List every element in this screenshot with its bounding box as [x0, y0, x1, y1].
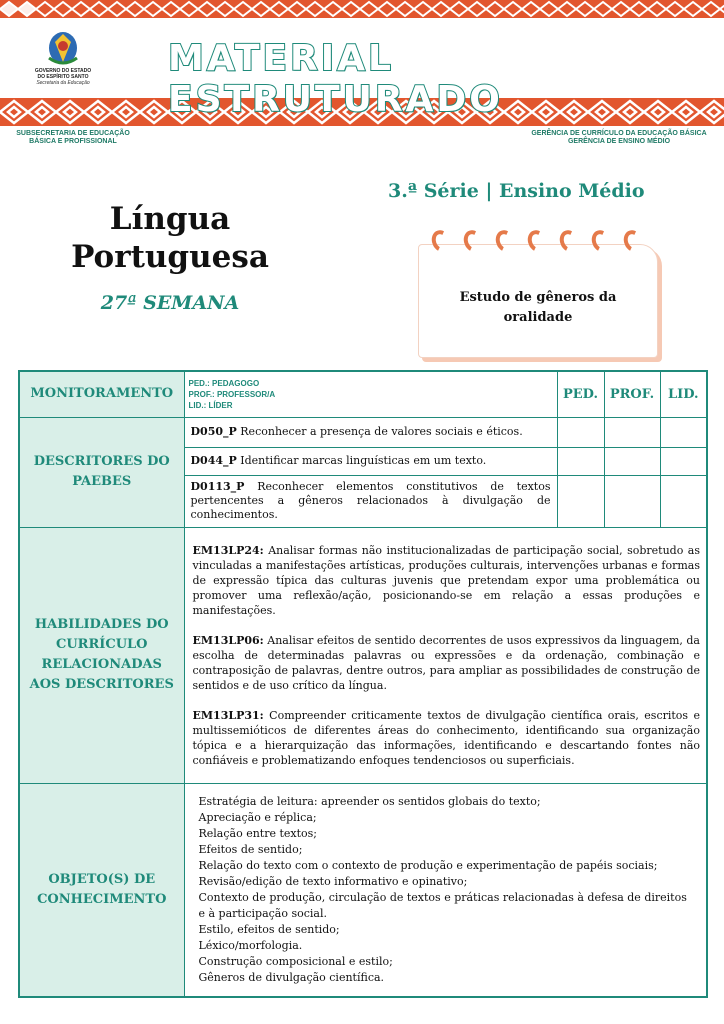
ring-icon [493, 228, 517, 255]
sub-right-line-1: GERÊNCIA DE CURRÍCULO DA EDUCAÇÃO BÁSICA [531, 130, 707, 137]
subsecretaria-label [8, 130, 138, 146]
habilidades-title-2: CURRÍCULO [55, 637, 148, 652]
habilidade-item [193, 708, 701, 768]
legend-lid: LID.: LÍDER [188, 400, 233, 410]
descritor-row [184, 417, 557, 447]
coat-of-arms-icon [45, 28, 81, 68]
ring-icon [429, 228, 453, 255]
gov-line-2: DO ESPÍRITO SANTO [37, 74, 89, 80]
objeto-item: Efeitos de sentido; [198, 842, 303, 856]
objeto-item: Gêneros de divulgação científica. [198, 970, 385, 984]
check-cell[interactable] [660, 475, 707, 527]
lid-header: LID. [660, 371, 707, 417]
objeto-item: Estratégia de leitura: apreender os sentidos globais do texto; [198, 794, 541, 808]
legend-prof: PROF.: PROFESSOR/A [188, 389, 276, 399]
notebook-rings [432, 230, 642, 252]
ring-icon [589, 228, 613, 255]
legend-ped: PED.: PEDAGOGO [188, 378, 260, 388]
habilidade-text: Compreender criticamente textos de divulgação científica orais, escritos e multissemióticos de diferentes áreas do conhecimento, identificando sua organização tópica e a hierarquização das informações, identificando e descartando fontes não confiáveis e problematizando enfoques tendenciosos ou superficiais. [192, 708, 700, 767]
ring-icon [461, 228, 485, 255]
ped-header: PED. [557, 371, 604, 417]
subject-line-1: Língua [109, 201, 231, 237]
objetos-title-2: CONHECIMENTO [37, 891, 167, 907]
objeto-item: Estilo, efeitos de sentido; [198, 922, 340, 936]
genre-line-2: oralidade [503, 310, 573, 325]
habilidades-title-1: HABILIDADES DO [34, 617, 169, 632]
objeto-item: Contexto de produção, circulação de textos e práticas relacionadas à defesa de direitos e à participação social. [198, 890, 687, 920]
habilidade-item [193, 633, 701, 693]
banner-title: MATERIAL ESTRUTURADO [168, 38, 503, 120]
sub-left-line-1: SUBSECRETARIA DE EDUCAÇÃO [16, 130, 130, 137]
monitoring-table [18, 370, 708, 998]
habilidades-title-3: RELACIONADAS [41, 657, 162, 672]
monitoramento-header: MONITORAMENTO [19, 371, 184, 417]
sub-right-line-2: GERÊNCIA DE ENSINO MÉDIO [567, 138, 671, 145]
objetos-title-1: OBJETO(S) DE [48, 871, 156, 887]
descritores-title-1: DESCRITORES DO [33, 454, 170, 469]
ring-icon [557, 228, 581, 255]
week-label: 27ª SEMANA [100, 292, 240, 314]
subject-line-2: Portuguesa [71, 239, 269, 275]
habilidade-code: EM13LP31: [192, 708, 264, 722]
check-cell[interactable] [604, 417, 660, 447]
descritor-text: Reconhecer a presença de valores sociais e éticos. [236, 425, 523, 438]
descritores-title-2: PAEBES [72, 474, 132, 489]
habilidade-code: EM13LP06: [192, 633, 264, 647]
serie-label: 3.ª Série | Ensino Médio [388, 180, 645, 202]
descritor-code: D0113_P [190, 480, 245, 493]
habilidade-text: Analisar formas não institucionalizadas de participação social, sobretudo as vinculadas a manifestações artísticas, produções culturais, intervenções urbanas e formas de expressão típica das culturas juvenis que pretendam expor uma problemática ou promover uma reflexão/ação, posicionando-se em relação a essas produções e manifestações. [192, 543, 700, 617]
ring-icon [621, 228, 645, 255]
descritor-code: D050_P [190, 425, 237, 438]
objeto-item: Revisão/edição de texto informativo e opinativo; [198, 874, 468, 888]
objeto-item: Construção composicional e estilo; [198, 954, 393, 968]
genre-label [418, 288, 658, 328]
secretaria-label: Secretaria da Educação [36, 80, 90, 86]
habilidades-header [19, 527, 184, 783]
descritor-text: Identificar marcas linguísticas em um texto. [236, 454, 487, 467]
descritores-header [19, 417, 184, 527]
ring-icon [525, 228, 549, 255]
habilidade-text: Analisar efeitos de sentido decorrentes de usos expressivos da linguagem, da escolha de determinadas palavras ou expressões e da ordenação, combinação e contraposição de palavras, dentre outros, para ampliar as possibilidades de construção de sentidos e de uso crítico da língua. [192, 633, 700, 692]
objeto-item: Apreciação e réplica; [198, 810, 317, 824]
gov-line-1: GOVERNO DO ESTADO [34, 68, 92, 74]
habilidade-item [193, 543, 701, 618]
prof-header: PROF. [604, 371, 660, 417]
check-cell[interactable] [604, 447, 660, 475]
objetos-header [19, 783, 184, 997]
objeto-item: Léxico/morfologia. [198, 938, 303, 952]
objeto-item: Relação do texto com o contexto de produção e experimentação de papéis sociais; [198, 858, 658, 872]
check-cell[interactable] [660, 417, 707, 447]
sub-left-line-2: BÁSICA E PROFISSIONAL [29, 138, 117, 145]
check-cell[interactable] [604, 475, 660, 527]
habilidade-code: EM13LP24: [192, 543, 264, 557]
objetos-content [184, 783, 707, 997]
check-cell[interactable] [557, 417, 604, 447]
check-cell[interactable] [557, 475, 604, 527]
habilidades-content [184, 527, 707, 783]
check-cell[interactable] [660, 447, 707, 475]
descritor-text: Reconhecer elementos constitutivos de textos pertencentes a gêneros relacionados à divulgação de conhecimentos. [190, 480, 551, 521]
check-cell[interactable] [557, 447, 604, 475]
subject-title [40, 200, 300, 276]
descritor-row [184, 447, 557, 475]
government-logo [28, 28, 98, 86]
top-pattern-band [0, 0, 724, 18]
notebook-card [418, 230, 658, 358]
descritor-row [184, 475, 557, 527]
descritor-code: D044_P [190, 454, 237, 467]
gerencia-label [524, 130, 714, 146]
habilidades-title-4: AOS DESCRITORES [29, 677, 174, 692]
objeto-item: Relação entre textos; [198, 826, 318, 840]
legend-cell [184, 371, 557, 417]
genre-line-1: Estudo de gêneros da [459, 290, 617, 305]
